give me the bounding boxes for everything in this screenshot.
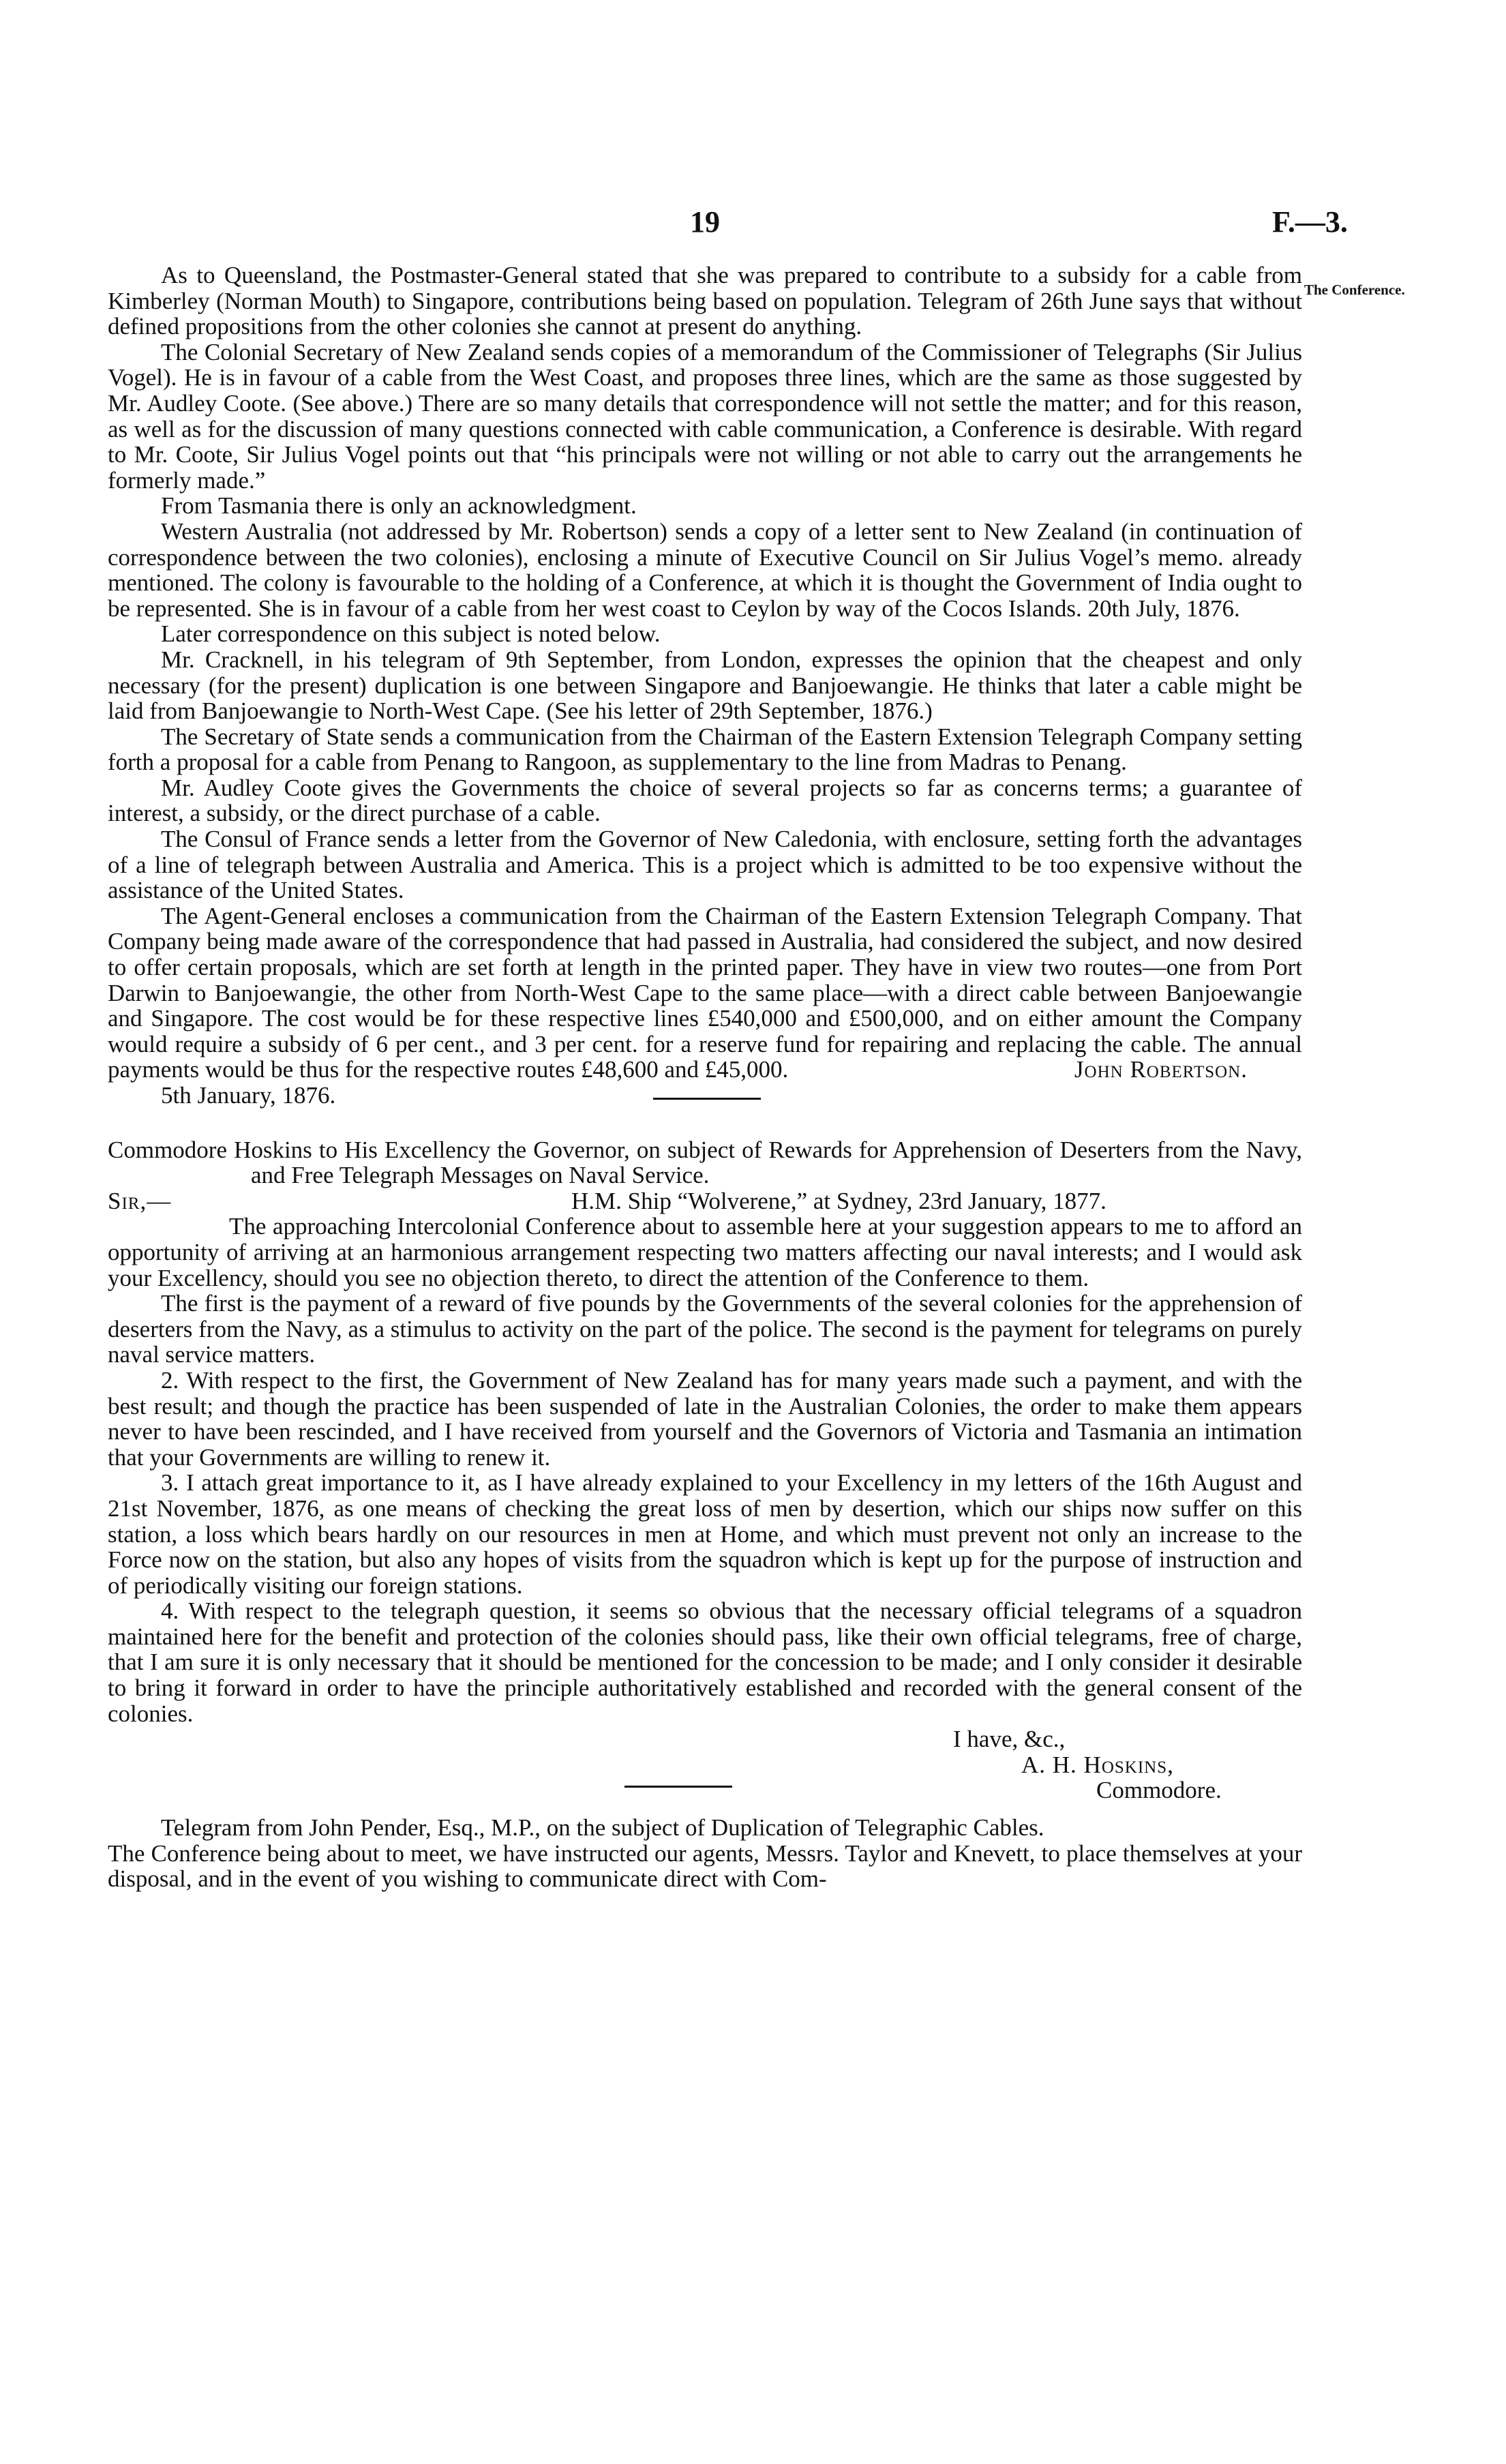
paragraph: 3. I attach great importance to it, as I have already explained to your Excellency in my letters of the 16th August and 21st November, 1876, as one means of checking the great loss of men by desertion, which our ships now suffer on this station, a loss which bears hardly on our resources in men at Home, and which must prevent not only an increase to the Force now on the station, but also any hopes of visits from the squadron which is kept up for the purpose of instruction and of periodically visiting our foreign stations.: [108, 1469, 1302, 1599]
paragraph: Western Australia (not addressed by Mr. Robertson) sends a copy of a letter sent to New Zealand (in continuation of correspondence between the two colonies), enclosing a minute of Executive Council on Sir Julius Vogel’s memo. already mentioned. The colony is favourable to the holding of a Conference, at which it is thought the Government of India ought to be represented. She is in favour of a cable from her west coast to Ceylon by way of the Cocos Islands. 20th July, 1876.: [108, 517, 1302, 622]
paragraph: The approaching Intercolonial Conference about to assemble here at your suggestion appears to me to afford an opportunity of arriving at an harmonious arrangement respecting two matters affecting our naval interests; and I would ask your Excellency, should you see no objection thereto, to direct the attention of the Conference to them.: [108, 1213, 1302, 1291]
paragraph: The Secretary of State sends a communication from the Chairman of the Eastern Extension Telegraph Company setting forth a proposal for a cable from Penang to Rangoon, as supplementary to the line from Madras to Penang.: [108, 723, 1302, 776]
paragraph: From Tasmania there is only an acknowledgment.: [161, 492, 637, 520]
paragraph: Mr. Audley Coote gives the Governments the choice of several projects so far as concerns terms; a guarantee of interest, a subsidy, or the direct purchase of a cable.: [108, 774, 1302, 827]
letter-date: 5th January, 1876.: [161, 1082, 336, 1109]
paragraph: Later correspondence on this subject is noted below.: [161, 620, 661, 648]
telegram-heading: Telegram from John Pender, Esq., M.P., on the subject of Duplication of Telegraphic Cables.: [161, 1814, 1044, 1842]
paragraph: The Agent-General encloses a communication from the Chairman of the Eastern Extension Telegraph Company. That Company being made aware of the correspondence that had passed in Australia, had considered the subject, and now desired to offer certain proposals, which are set forth at length in the printed paper. They have in view two routes—one from Port Darwin to Banjoewangie, the other from North-West Cape to the same place—with a direct cable between Banjoewangie and Singapore. The cost would be for these respective lines £540,000 and £500,000, and on either amount the Company would require a subsidy of 6 per cent., and 3 per cent. for a reserve fund for repairing and replacing the cable. The annual payments would be thus for the respective routes £48,600 and £45,000.: [108, 902, 1302, 1083]
paragraph: 2. With respect to the first, the Government of New Zealand has for many years made such a payment, and with the best result; and though the practice has been suspended of late in the Australian Colonies, the order to make them appears never to have been rescinded, and I have received from yourself and the Governors of Victoria and Tasmania an intimation that your Governments are willing to renew it.: [108, 1366, 1302, 1471]
section-pender-telegram: [108, 1815, 1302, 1892]
paragraph: The first is the payment of a reward of five pounds by the Governments of the several colonies for the apprehension of deserters from the Navy, as a stimulus to activity on the part of the police. The second is the payment for telegrams on purely naval service matters.: [108, 1290, 1302, 1368]
salutation-line: [108, 1188, 1302, 1214]
section-divider: [653, 1098, 761, 1100]
signer-rank: Commodore.: [1096, 1777, 1222, 1804]
letter-heading: Commodore Hoskins to His Excellency the Governor, on subject of Rewards for Apprehension of Deserters from the Navy, and Free Telegraph Messages on Naval Service.: [108, 1136, 1302, 1189]
page-reference: F.—3.: [1272, 205, 1348, 239]
margin-note: The Conference.: [1304, 282, 1405, 298]
paragraph: Mr. Cracknell, in his telegram of 9th September, from London, expresses the opinion that the cheapest and only necessary (for the present) duplication is one between Singapore and Banjoewangie. He thinks that later a cable might be laid from Banjoewangie to North-West Cape. (See his letter of 29th September, 1876.): [108, 646, 1302, 725]
dateline: H.M. Ship “Wolverene,” at Sydney, 23rd January, 1877.: [571, 1187, 1106, 1214]
section-cable-correspondence: [108, 262, 1302, 1109]
signature-block: [926, 1726, 1302, 1803]
paragraph: The Conference being about to meet, we have instructed our agents, Messrs. Taylor and Knevett, to place themselves at your disposal, and in the event of you wishing to communicate direct with Com-: [108, 1839, 1302, 1893]
signature-hoskins: A. H. Hoskins,: [1021, 1751, 1174, 1778]
section-hoskins-letter: [108, 1136, 1302, 1804]
page-body: [108, 262, 1302, 1892]
paragraph: The Consul of France sends a letter from the Governor of New Caledonia, with enclosure, setting forth the advantages of a line of telegraph between Australia and America. This is a project which is admitted to be too expensive without the assistance of the United States.: [108, 826, 1302, 904]
page-number: 19: [690, 205, 720, 239]
closing: I have, &c.,: [953, 1726, 1066, 1753]
date-row: [108, 1083, 1302, 1109]
paragraph: The Colonial Secretary of New Zealand sends copies of a memorandum of the Commissioner of Telegraphs (Sir Julius Vogel). He is in favour of a cable from the West Coast, and proposes three lines, which are the same as those suggested by Mr. Audley Coote. (See above.) There are so many details that correspondence will not settle the matter; and for this reason, as well as for the discussion of many questions connected with cable communication, a Conference is desirable. With regard to Mr. Coote, Sir Julius Vogel points out that “his principals were not willing or not able to carry out the arrangements he formerly made.”: [108, 338, 1302, 494]
section-divider: [624, 1786, 732, 1788]
salutation: Sir,—: [108, 1187, 172, 1214]
signature-robertson: John Robertson.: [1074, 1056, 1248, 1083]
paragraph: 4. With respect to the telegraph question, it seems so obvious that the necessary official telegrams of a squadron maintained here for the benefit and protection of the colonies should pass, like their own official telegrams, free of charge, that I am sure it is only necessary that it should be mentioned for the concession to be made; and I only consider it desirable to bring it forward in order to have the principle authoritatively established and recorded with the general consent of the colonies.: [108, 1597, 1302, 1727]
page-header: [0, 205, 1506, 245]
paragraph: As to Queensland, the Postmaster-General stated that she was prepared to contribute to a subsidy for a cable from Kimberley (Norman Mouth) to Singapore, contributions being based on population. Telegram of 26th June says that without defined propositions from the other colonies she cannot at present do anything.: [108, 262, 1302, 340]
